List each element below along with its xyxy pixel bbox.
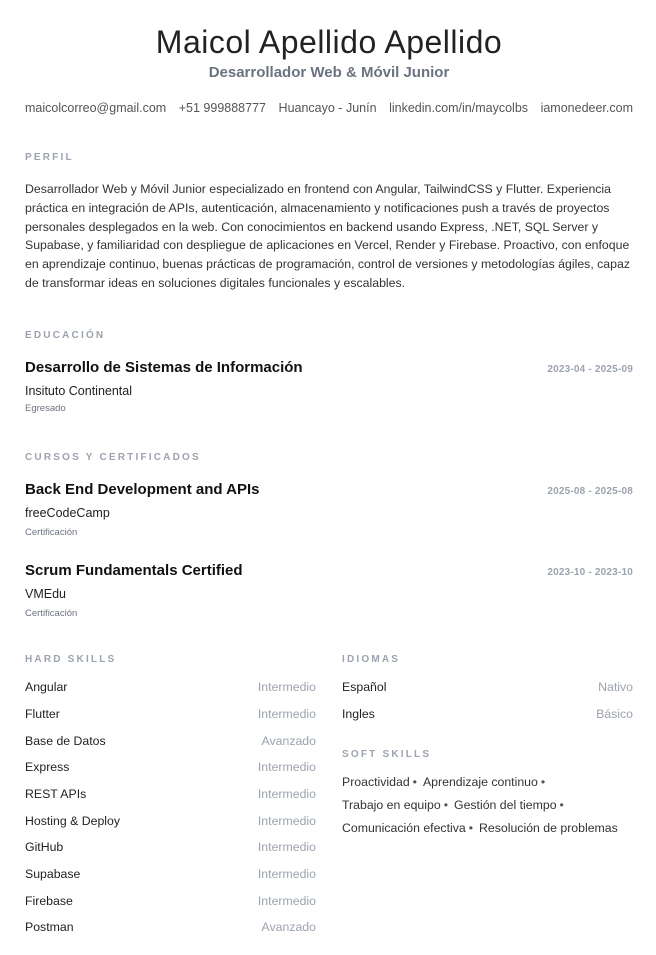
soft-skill: Aprendizaje continuo bbox=[422, 775, 538, 790]
course-entry bbox=[25, 561, 633, 620]
soft-skill: Gestión del tiempo bbox=[454, 798, 557, 813]
entry-org: Insituto Continental bbox=[25, 383, 133, 398]
skill-level: Avanzado bbox=[261, 920, 316, 935]
bullet-separator: • bbox=[540, 775, 546, 790]
soft-skill: Resolución de problemas bbox=[479, 821, 618, 836]
soft-skill: Proactividad bbox=[342, 775, 410, 790]
skill-level: Intermedio bbox=[257, 680, 316, 695]
language-level: Básico bbox=[596, 706, 633, 721]
skill-row bbox=[25, 781, 316, 808]
skill-name: Firebase bbox=[25, 893, 73, 908]
language-row bbox=[342, 700, 633, 727]
soft-skill: Trabajo en equipo bbox=[342, 798, 441, 813]
soft-skills-line bbox=[342, 794, 633, 817]
skill-name: Express bbox=[25, 760, 70, 775]
skill-row bbox=[25, 914, 316, 941]
language-name: Español bbox=[342, 680, 387, 695]
skill-name: Supabase bbox=[25, 866, 81, 881]
entry-title: Desarrollo de Sistemas de Información bbox=[25, 358, 303, 376]
skill-name: Angular bbox=[25, 680, 68, 695]
profile-section-title: PERFIL bbox=[25, 152, 74, 163]
profile-text: Desarrollador Web y Móvil Junior especializado en frontend con Angular, TailwindCSS y Flutter. Experiencia práctica en integración de APIs, autenticación, almacenamiento y notificaciones push a través de proyectos personales desplegados en la web. Con conocimientos en backend usando Express, .NET, SQL Server y Supabase, y familiaridad con despliegue de aplicaciones en Vercel, Render y Firebase. Proactivo, con enfoque en aprendizaje continuo, buenas prácticas de programación, control de versiones y metodologías ágiles, capaz de transformar ideas en soluciones digitales funcionales y escalables. bbox=[25, 182, 630, 290]
entry-title: Back End Development and APIs bbox=[25, 480, 260, 498]
entry-org: freeCodeCamp bbox=[25, 505, 110, 520]
skill-level: Intermedio bbox=[257, 786, 316, 801]
candidate-name: Maicol Apellido Apellido bbox=[155, 24, 503, 60]
contact-phone: +51 999888777 bbox=[178, 101, 266, 115]
skill-name: Flutter bbox=[25, 706, 60, 721]
languages-section-title: IDIOMAS bbox=[342, 653, 401, 665]
course-entry bbox=[25, 480, 633, 539]
contact-linkedin: linkedin.com/in/maycolbs bbox=[389, 101, 529, 115]
contact-bar bbox=[25, 100, 633, 116]
entry-type: Egresado bbox=[25, 402, 66, 414]
skill-row bbox=[25, 807, 316, 834]
skill-row bbox=[25, 754, 316, 781]
entry-type: Certificación bbox=[25, 607, 78, 619]
languages-softskills-column bbox=[342, 654, 633, 941]
entry-title: Scrum Fundamentals Certified bbox=[25, 561, 243, 579]
contact-location: Huancayo - Junín bbox=[278, 101, 377, 115]
bullet-separator: • bbox=[559, 798, 564, 813]
skill-level: Intermedio bbox=[257, 813, 316, 828]
entry-date: 2023-04 - 2025-09 bbox=[547, 363, 633, 375]
contact-website: iamonedeer.com bbox=[540, 101, 633, 115]
skill-name: Base de Datos bbox=[25, 733, 106, 748]
skill-name: GitHub bbox=[25, 840, 64, 855]
soft-skill: Comunicación efectiva bbox=[342, 821, 466, 836]
education-section-title: EDUCACIÓN bbox=[25, 329, 106, 341]
soft-skills-section-title: SOFT SKILLS bbox=[342, 749, 432, 761]
language-level: Nativo bbox=[598, 680, 633, 695]
skill-level: Intermedio bbox=[257, 840, 316, 855]
hard-skills-column bbox=[25, 654, 316, 941]
skill-row bbox=[25, 727, 316, 754]
skill-name: Hosting & Deploy bbox=[25, 813, 121, 828]
skill-level: Avanzado bbox=[261, 733, 316, 748]
bullet-separator: • bbox=[443, 798, 448, 813]
entry-date: 2025-08 - 2025-08 bbox=[547, 485, 633, 497]
bullet-separator: • bbox=[412, 775, 417, 790]
bullet-separator: • bbox=[468, 821, 474, 836]
skill-name: REST APIs bbox=[25, 786, 87, 801]
soft-skills-line bbox=[342, 771, 633, 794]
hard-skills-section-title: HARD SKILLS bbox=[25, 653, 117, 665]
education-entry bbox=[25, 358, 633, 415]
language-name: Ingles bbox=[342, 706, 375, 721]
skill-level: Intermedio bbox=[257, 760, 316, 775]
skill-row bbox=[25, 887, 316, 914]
soft-skills-line bbox=[342, 817, 633, 840]
skill-level: Intermedio bbox=[257, 893, 316, 908]
language-row bbox=[342, 674, 633, 701]
courses-section-title: CURSOS Y CERTIFICADOS bbox=[25, 451, 201, 463]
two-column-section bbox=[25, 654, 633, 941]
skill-row bbox=[25, 674, 316, 701]
skill-row bbox=[25, 861, 316, 888]
skill-level: Intermedio bbox=[257, 866, 316, 881]
contact-email: maicolcorreo@gmail.com bbox=[25, 101, 167, 115]
entry-type: Certificación bbox=[25, 526, 78, 538]
entry-org: VMEdu bbox=[25, 586, 66, 601]
skill-name: Postman bbox=[25, 920, 74, 935]
skill-row bbox=[25, 834, 316, 861]
skill-level: Intermedio bbox=[257, 706, 316, 721]
candidate-role: Desarrollador Web & Móvil Junior bbox=[208, 64, 450, 81]
entry-date: 2023-10 - 2023-10 bbox=[547, 566, 633, 578]
skill-row bbox=[25, 700, 316, 727]
